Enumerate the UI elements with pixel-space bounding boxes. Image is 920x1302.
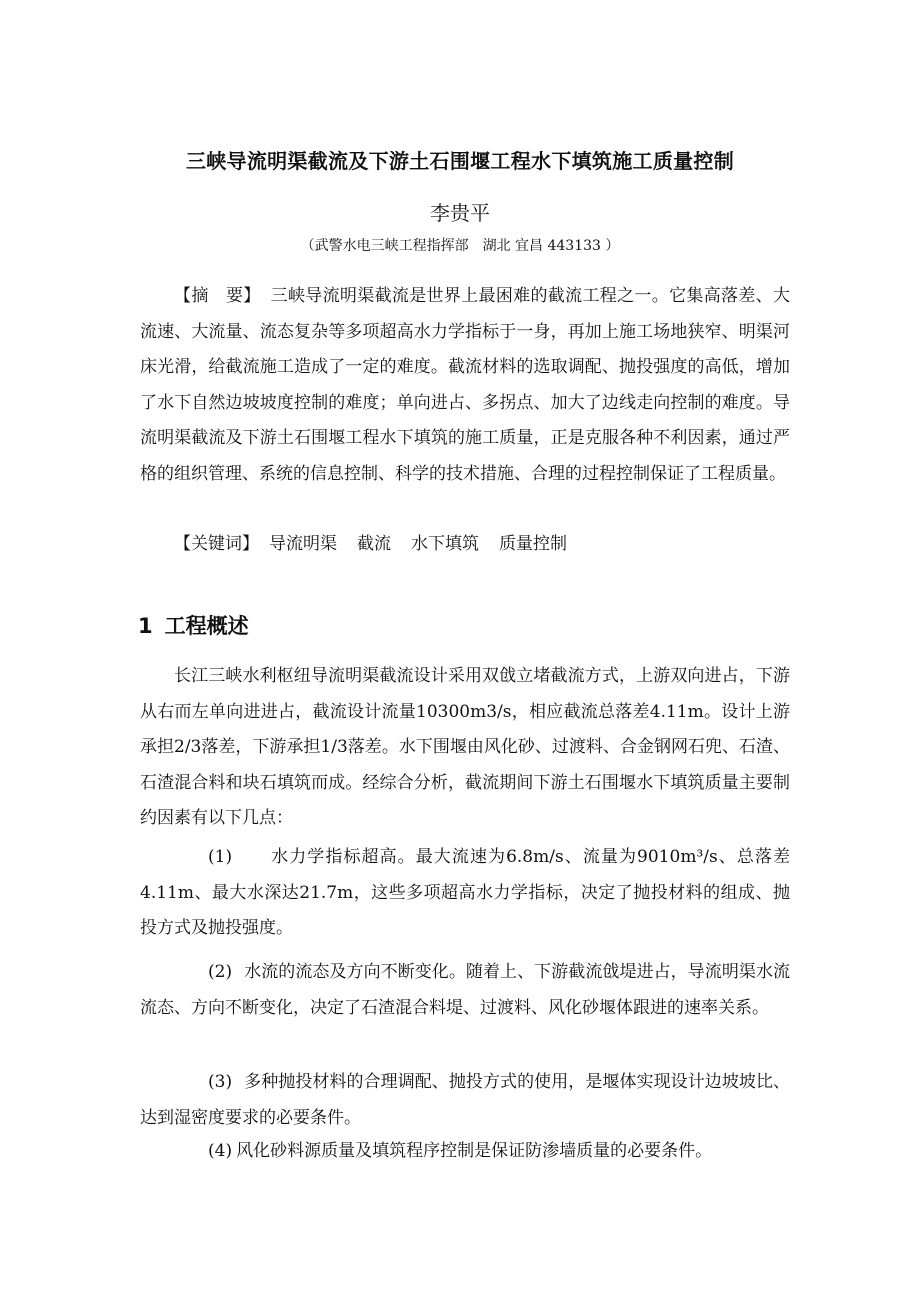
list-item-text: 水力学指标超高。最大流速为6.8m/s、流量为9010m³/s、总落差4.11m、最大水深达21.7m，这些多项超高水力学指标，决定了抛投材料的组成、抛投方式及抛投强度。: [140, 847, 790, 938]
list-item: [140, 955, 790, 1026]
list-item-text: 多种抛投材料的合理调配、抛投方式的使用，是堰体实现设计边坡坡比、达到湿密度要求的必要条件。: [140, 1072, 790, 1128]
list-item: [140, 1134, 790, 1170]
author-affiliation: （武警水电三峡工程指挥部 湖北 宜昌 443133 ）: [300, 238, 620, 254]
keyword: 水下填筑: [411, 534, 479, 554]
list-item-number: (4): [208, 1141, 233, 1161]
list-item-number: (1): [208, 847, 233, 867]
list-item-text: 风化砂料源质量及填筑程序控制是保证防渗墙质量的必要条件。: [236, 1141, 713, 1161]
list-item: [140, 840, 790, 947]
section-number: 1: [138, 614, 153, 638]
abstract-paragraph: [140, 279, 790, 492]
list-item-number: (2): [208, 962, 233, 982]
list-item: [140, 1065, 790, 1136]
keywords-label: 【关键词】: [174, 534, 259, 554]
list-item-text: 水流的流态及方向不断变化。随着上、下游截流戗堤进占，导流明渠水流流态、方向不断变化，决定了石渣混合料堤、过渡料、风化砂堰体跟进的速率关系。: [140, 962, 790, 1018]
section-intro-paragraph: 长江三峡水利枢纽导流明渠截流设计采用双戗立堵截流方式，上游双向进占，下游从右而左单向进进占，截流设计流量10300m3/s，相应截流总落差4.11m。设计上游承担2/3落差，下游承担1/3落差。水下围堰由风化砂、过渡料、合金钢网石兜、石渣、石渣混合料和块石填筑而成。经综合分析，截流期间下游土石围堰水下填筑质量主要制约因素有以下几点：: [140, 666, 790, 828]
paper-title: 三峡导流明渠截流及下游土石围堰工程水下填筑施工质量控制: [185, 149, 735, 173]
abstract-text: 三峡导流明渠截流是世界上最困难的截流工程之一。它集高落差、大流速、大流量、流态复杂等多项超高水力学指标于一身，再加上施工场地狭窄、明渠河床光滑，给截流施工造成了一定的难度。截流材料的选取调配、抛投强度的高低，增加了水下自然边坡坡度控制的难度；单向进占、多拐点、加大了边线走向控制的难度。导流明渠截流及下游土石围堰工程水下填筑的施工质量，正是克服各种不利因素，通过严格的组织管理、系统的信息控制、科学的技术措施、合理的过程控制保证了工程质量。: [140, 286, 791, 484]
section-heading: [138, 610, 249, 640]
keyword: 质量控制: [499, 534, 567, 554]
list-item-number: (3): [208, 1072, 233, 1092]
author-name: 李贵平: [430, 201, 490, 225]
keywords-paragraph: [140, 527, 790, 563]
keyword: 导流明渠: [269, 534, 337, 554]
abstract-label: 【摘 要】: [174, 286, 261, 306]
section-title: 工程概述: [164, 614, 249, 638]
keyword: 截流: [357, 534, 391, 554]
